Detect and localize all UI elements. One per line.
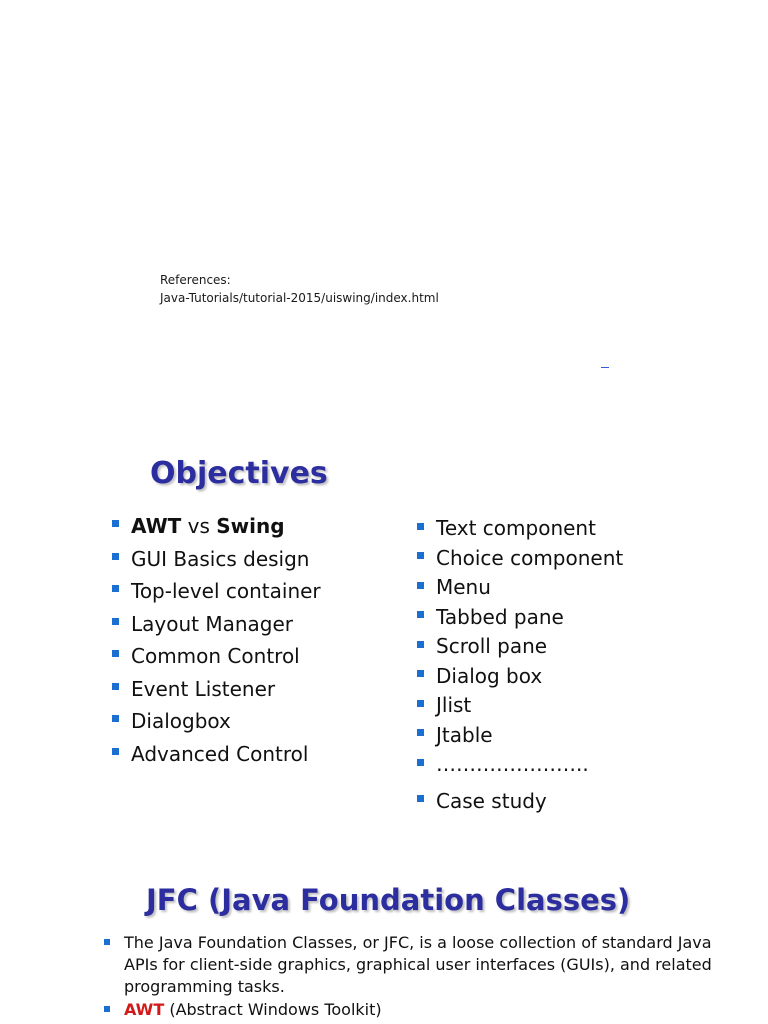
- objective-item: Scroll pane: [416, 632, 623, 662]
- objective-item: Advanced Control: [111, 738, 321, 771]
- objective-item: Jlist: [416, 691, 623, 721]
- objective-item: Case study: [416, 787, 623, 817]
- link-underline-mark[interactable]: [601, 367, 609, 368]
- objective-awt-vs-swing: [111, 510, 321, 543]
- objective-item: Common Control: [111, 640, 321, 673]
- objective-item: Dialogbox: [111, 705, 321, 738]
- objective-item-ellipsis: …………………..: [416, 750, 623, 780]
- objective-item: Tabbed pane: [416, 603, 623, 633]
- objectives-title: Objectives: [150, 456, 328, 491]
- jfc-title: JFC (Java Foundation Classes): [146, 883, 631, 917]
- objective-item: Jtable: [416, 721, 623, 751]
- objective-item: Layout Manager: [111, 608, 321, 641]
- references-label: References:: [160, 273, 231, 287]
- references-block: [160, 271, 439, 307]
- jfc-list: [104, 932, 724, 1022]
- jfc-description: The Java Foundation Classes, or JFC, is a loose collection of standard Java APIs for client-side graphics, graphical user interfaces (GUIs), and related programming tasks.: [104, 932, 724, 998]
- jfc-awt-item: [104, 999, 724, 1021]
- objective-item: Dialog box: [416, 662, 623, 692]
- references-path: Java-Tutorials/tutorial-2015/uiswing/index.html: [160, 291, 439, 305]
- objective-item: GUI Basics design: [111, 543, 321, 576]
- awt-term: AWT: [131, 514, 182, 538]
- objective-item: Top-level container: [111, 575, 321, 608]
- vs-word: vs: [181, 514, 217, 538]
- awt-description: (Abstract Windows Toolkit): [164, 1000, 382, 1019]
- objective-item: Choice component: [416, 544, 623, 574]
- objectives-left-list: [111, 510, 321, 770]
- objective-item: Menu: [416, 573, 623, 603]
- objectives-right-list: [416, 514, 623, 816]
- awt-highlight: AWT: [124, 1000, 165, 1019]
- objective-item: Text component: [416, 514, 623, 544]
- swing-term: Swing: [216, 514, 285, 538]
- objective-item: Event Listener: [111, 673, 321, 706]
